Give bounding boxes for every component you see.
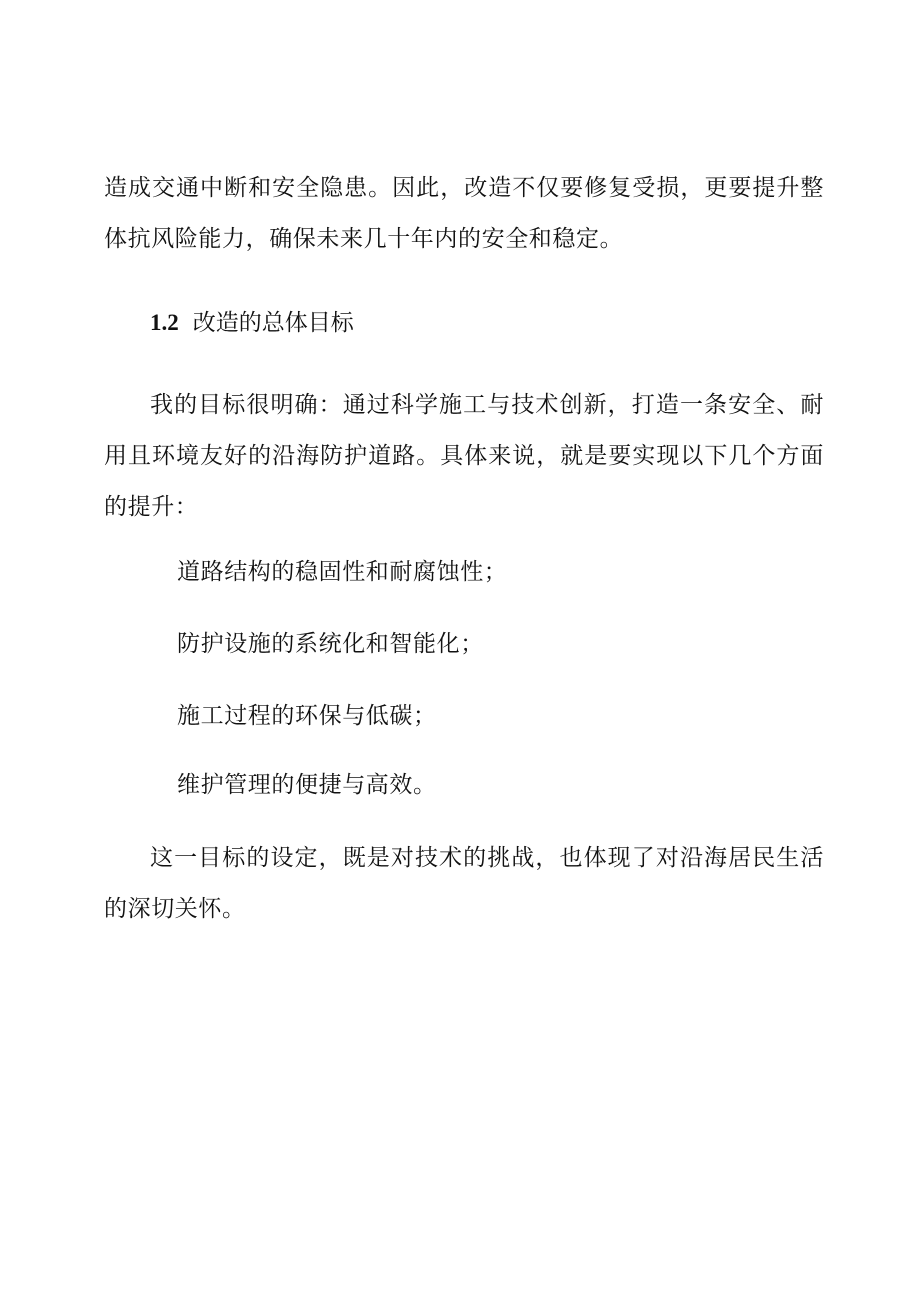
paragraph-goal: 我的目标很明确：通过科学施工与技术创新，打造一条安全、耐用且环境友好的沿海防护道路。具体来说，就是要实现以下几个方面的提升：: [104, 392, 824, 520]
section-heading: [150, 306, 354, 340]
paragraph-conclusion: 这一目标的设定，既是对技术的挑战，也体现了对沿海居民生活的深切关怀。: [104, 845, 824, 922]
paragraph-intro: 造成交通中断和安全隐患。因此，改造不仅要修复受损，更要提升整体抗风险能力，确保未来几十年内的安全和稳定。: [104, 175, 824, 252]
list-item: 防护设施的系统化和智能化；: [177, 631, 484, 657]
list-item: 施工过程的环保与低碳；: [177, 703, 437, 729]
section-number: 1.2: [150, 310, 179, 335]
list-item: 道路结构的稳固性和耐腐蚀性；: [177, 559, 508, 585]
section-title: 改造的总体目标: [192, 310, 354, 336]
list-item: 维护管理的便捷与高效。: [177, 772, 437, 798]
